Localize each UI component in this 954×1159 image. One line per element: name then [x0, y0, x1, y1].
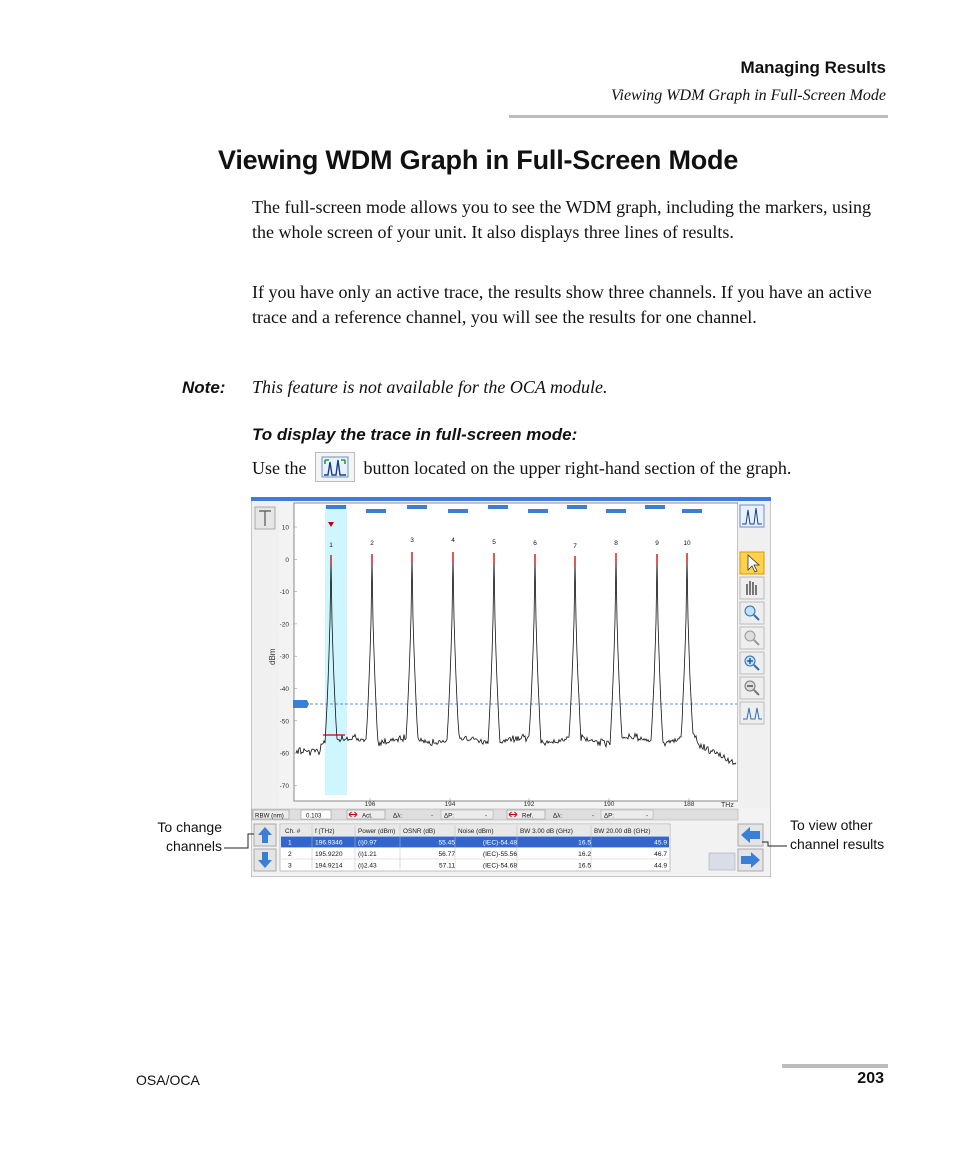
peak-label: 3	[410, 537, 414, 544]
page-title: Viewing WDM Graph in Full-Screen Mode	[218, 145, 739, 175]
table-cell[interactable]: 1	[288, 839, 292, 847]
table-cell[interactable]: 56.77	[438, 851, 455, 858]
peak-label: 8	[614, 540, 618, 547]
table-cell[interactable]: (i)2.43	[358, 862, 377, 870]
active-delta-lambda-value: -	[431, 812, 434, 820]
table-cell[interactable]: (IEC)-54.48	[482, 839, 517, 847]
table-column-header[interactable]: OSNR (dB)	[403, 828, 436, 835]
table-cell[interactable]: 195.9220	[315, 851, 343, 858]
x-tick-label: 190	[603, 801, 615, 808]
table-column-header[interactable]: Power (dBm)	[358, 828, 396, 835]
y-tick-label: 0	[285, 556, 289, 564]
reference-delta-p-value: -	[646, 812, 649, 820]
peak-label: 10	[683, 540, 691, 547]
table-cell[interactable]: 16.5	[578, 862, 591, 870]
active-delta-p: ΔP:	[444, 812, 454, 820]
reference-delta-p: ΔP:	[604, 812, 614, 820]
table-cell[interactable]: (IEC)-55.56	[482, 851, 517, 858]
page-number: 203	[857, 1070, 884, 1087]
peak-label: 4	[451, 537, 455, 544]
reference-marker-label: Ref.	[522, 812, 534, 820]
table-column-header[interactable]: Noise (dBm)	[458, 828, 494, 835]
table-cell[interactable]: 55.45	[438, 839, 455, 847]
table-cell[interactable]: 46.7	[654, 851, 667, 858]
peak-label: 5	[492, 539, 496, 546]
table-cell[interactable]: 57.11	[438, 862, 455, 870]
peak-label: 6	[533, 540, 537, 547]
table-column-header[interactable]: Ch. #	[285, 828, 301, 835]
x-tick-label: 194	[444, 801, 456, 808]
peak-label: 1	[329, 542, 333, 549]
y-axis-label: dBm	[268, 648, 277, 665]
peak-label: 9	[655, 540, 659, 547]
intro-paragraph: The full-screen mode allows you to see the WDM graph, including the markers, using the whole screen of your unit. It also displays three lines of results.	[252, 197, 872, 242]
footer-product: OSA/OCA	[136, 1072, 200, 1088]
reference-delta-lambda-value: -	[592, 812, 595, 820]
note-text: This feature is not available for the OCA module.	[252, 377, 608, 397]
y-tick-label: -20	[279, 621, 289, 629]
procedure-title: To display the trace in full-screen mode:	[252, 425, 578, 444]
rbw-value: 0.103	[306, 812, 322, 820]
change-channels-callout: To change channels	[157, 819, 222, 854]
y-tick-label: -10	[279, 589, 289, 597]
view-other-results-callout: To view other channel results	[790, 817, 885, 852]
table-column-header[interactable]: BW 20.00 dB (GHz)	[594, 828, 651, 835]
table-cell[interactable]: 194.9214	[315, 862, 343, 870]
footer-rule	[782, 1064, 888, 1068]
table-cell[interactable]: (i)1.21	[358, 851, 377, 858]
table-cell[interactable]: 16.2	[578, 851, 591, 858]
table-column-header[interactable]: f (THz)	[315, 828, 335, 835]
x-tick-label: 192	[523, 801, 535, 808]
header-section-title: Managing Results	[740, 58, 886, 77]
table-cell[interactable]: 45.9	[654, 839, 667, 847]
header-subsection-title: Viewing WDM Graph in Full-Screen Mode	[610, 87, 886, 104]
x-tick-label: 196	[364, 801, 376, 808]
table-cell[interactable]: 44.9	[654, 862, 667, 870]
table-cell[interactable]: 2	[288, 851, 292, 858]
y-tick-label: -40	[279, 686, 289, 693]
peak-label: 7	[573, 543, 577, 550]
y-tick-label: 10	[281, 524, 289, 532]
y-tick-label: -50	[279, 718, 289, 726]
note-label: Note:	[182, 378, 226, 397]
y-tick-label: -70	[279, 782, 289, 790]
reference-delta-lambda: Δλ:	[553, 812, 562, 820]
y-tick-label: -60	[279, 750, 289, 758]
rbw-label: RBW (nm)	[255, 812, 284, 820]
table-cell[interactable]: 196.9346	[315, 839, 343, 847]
active-delta-lambda: Δλ:	[393, 812, 402, 820]
channels-paragraph: If you have only an active trace, the results show three channels. If you have an active trace and a reference channel, you will see the results for one channel.	[252, 282, 872, 327]
active-marker-label: Act.	[362, 812, 373, 820]
table-cell[interactable]: 3	[288, 862, 292, 870]
peak-label: 2	[370, 540, 374, 547]
table-column-header[interactable]: BW 3.00 dB (GHz)	[520, 828, 573, 835]
y-tick-label: -30	[279, 653, 289, 661]
procedure-step-text-before: Use the	[252, 458, 307, 479]
x-axis-unit: THz	[721, 802, 734, 809]
active-delta-p-value: -	[485, 812, 488, 820]
table-cell[interactable]: 16.5	[578, 839, 591, 847]
table-cell[interactable]: (IEC)-54.68	[482, 862, 517, 870]
procedure-step-text-after: button located on the upper right-hand section of the graph.	[363, 458, 792, 479]
table-cell[interactable]: (i)0.97	[358, 839, 377, 847]
x-tick-label: 188	[683, 801, 695, 808]
